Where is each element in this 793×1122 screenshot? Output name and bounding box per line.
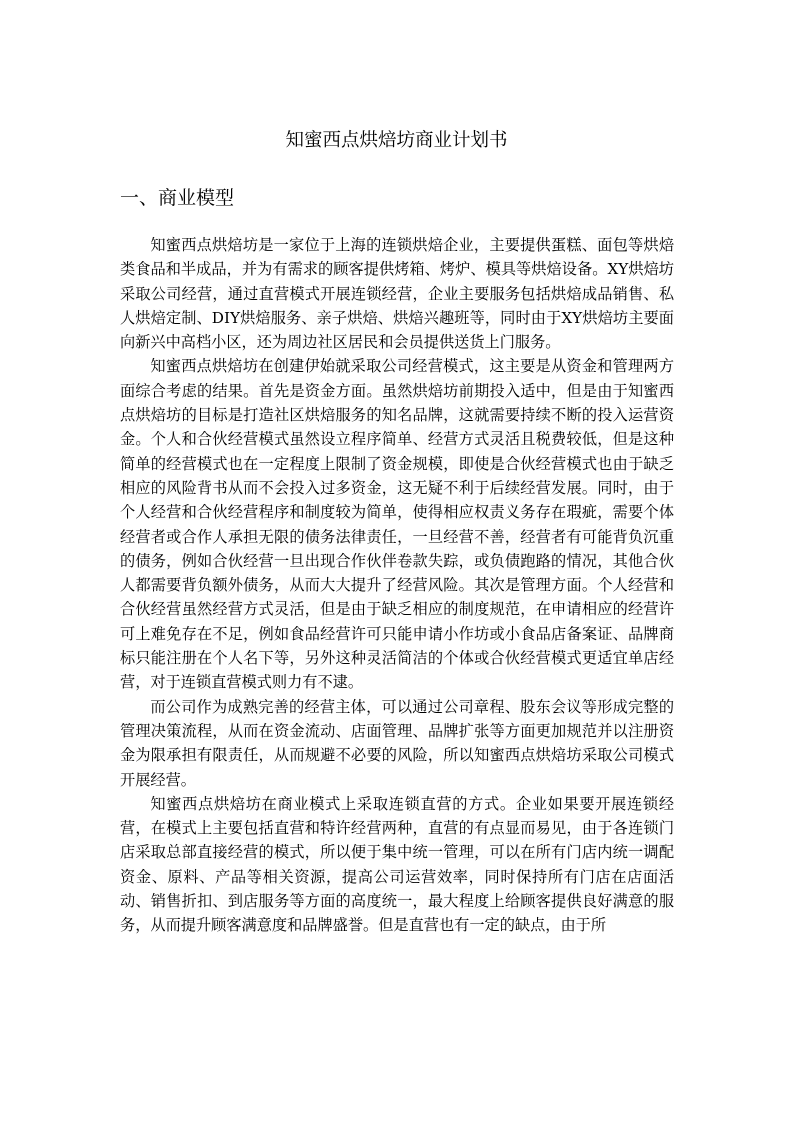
paragraph: 知蜜西点烘焙坊是一家位于上海的连锁烘焙企业，主要提供蛋糕、面包等烘焙类食品和半成品，并为有需求的顾客提供烤箱、烤炉、模具等烘焙设备。XY烘焙坊采取公司经营，通过直营模式开展连锁经营，企业主要服务包括烘焙成品销售、私人烘焙定制、DIY烘焙服务、亲子烘焙、烘焙兴趣班等，同时由于XY烘焙坊主要面向新兴中高档小区，还为周边社区居民和会员提供送货上门服务。 bbox=[120, 236, 674, 352]
paragraph: 而公司作为成熟完善的经营主体，可以通过公司章程、股东会议等形成完整的管理决策流程，从而在资金流动、店面管理、品牌扩张等方面更加规范并以注册资金为限承担有限责任，从而规避不必要的风险，所以知蜜西点烘焙坊采取公司模式开展经营。 bbox=[120, 697, 674, 789]
document-title: 知蜜西点烘焙坊商业计划书 bbox=[285, 130, 508, 151]
body-text bbox=[120, 233, 674, 938]
paragraph: 知蜜西点烘焙坊在创建伊始就采取公司经营模式，这主要是从资金和管理两方面综合考虑的结果。首先是资金方面。虽然烘焙坊前期投入适中，但是由于知蜜西点烘焙坊的目标是打造社区烘焙服务的知名品牌，这就需要持续不断的投入运营资金。个人和合伙经营模式虽然设立程序简单、经营方式灵活且税费较低，但是这种简单的经营模式也在一定程度上限制了资金规模，即使是合伙经营模式也由于缺乏相应的风险背书从而不会投入过多资金，这无疑不利于后续经营发展。同时，由于个人经营和合伙经营程序和制度较为简单，使得相应权责义务存在瑕疵，需要个体经营者或合作人承担无限的债务法律责任，一旦经营不善，经营者有可能背负沉重的债务，例如合伙经营一旦出现合作伙伴卷款失踪，或负债跑路的情况，其他合伙人都需要背负额外债务，从而大大提升了经营风险。其次是管理方面。个人经营和合伙经营虽然经营方式灵活，但是由于缺乏相应的制度规范，在申请相应的经营许可上难免存在不足，例如食品经营许可只能申请小作坊或小食品店备案证、品牌商标只能注册在个人名下等，另外这种灵活简洁的个体或合伙经营模式更适宜单店经营，对于连锁直营模式则力有不逮。 bbox=[120, 357, 674, 692]
section-heading: 一、商业模型 bbox=[120, 187, 235, 209]
paragraph: 知蜜西点烘焙坊在商业模式上采取连锁直营的方式。企业如果要开展连锁经营，在模式上主要包括直营和特许经营两种，直营的有点显而易见，由于各连锁门店采取总部直接经营的模式，所以便于集中统一管理，可以在所有门店内统一调配资金、原料、产品等相关资源，提高公司运营效率，同时保持所有门店在店面活动、销售折扣、到店服务等方面的高度统一，最大程度上给顾客提供良好满意的服务，从而提升顾客满意度和品牌盛誉。但是直营也有一定的缺点，由于所 bbox=[120, 794, 674, 935]
